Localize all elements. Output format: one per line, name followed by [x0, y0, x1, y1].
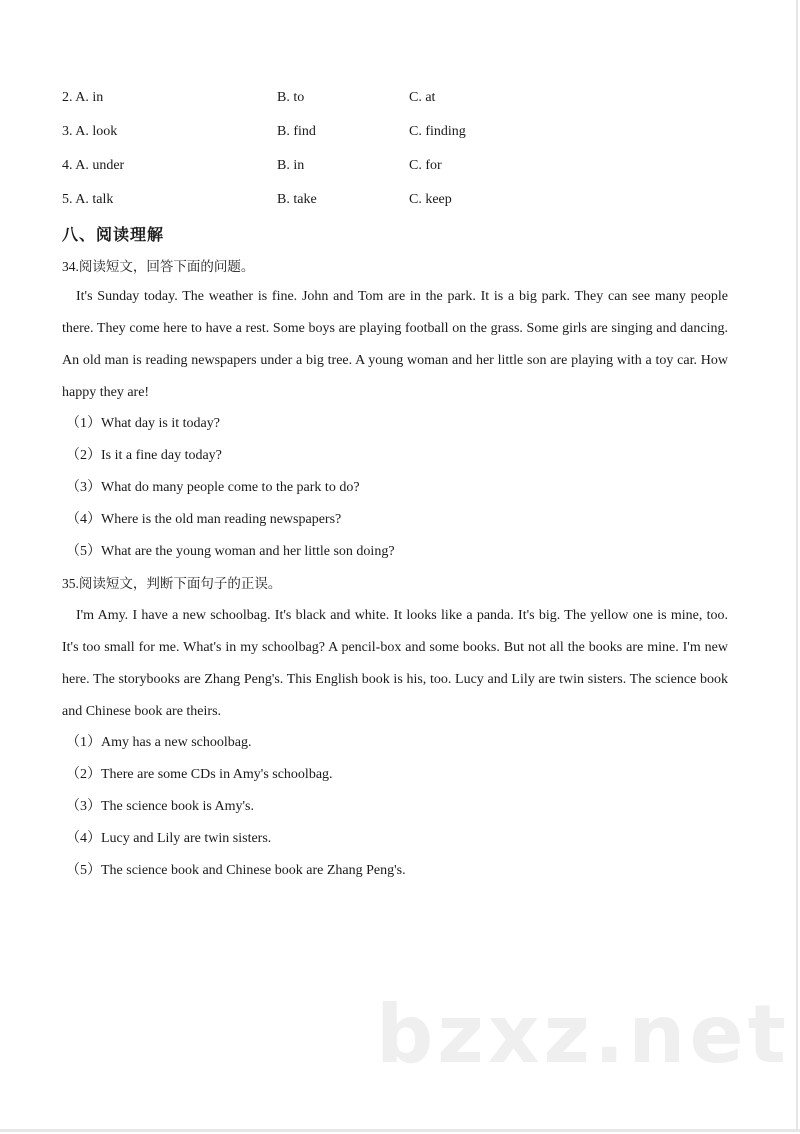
option-a: 3. A. look: [62, 124, 118, 139]
option-a: 2. A. in: [62, 90, 104, 105]
option-a: 5. A. talk: [62, 192, 114, 207]
section-heading: 八、阅读理解: [62, 225, 165, 244]
option-c: C. finding: [409, 124, 466, 139]
option-b: B. to: [277, 90, 305, 105]
question-34-item: （2）Is it a fine day today?: [66, 448, 222, 463]
question-34-title: 34.阅读短文，回答下面的问题。: [62, 259, 255, 274]
question-35-item: （1）Amy has a new schoolbag.: [66, 735, 252, 750]
question-35-item: （2）There are some CDs in Amy's schoolbag.: [66, 767, 333, 782]
question-34-item: （3）What do many people come to the park to do?: [66, 480, 360, 495]
page-edge: [0, 1129, 800, 1132]
option-c: C. keep: [409, 192, 452, 207]
question-34-item: （1）What day is it today?: [66, 416, 220, 431]
question-34-passage: It's Sunday today. The weather is fine. John and Tom are in the park. It is a big park. They can see many people there. They come here to have a rest. Some boys are playing football on the grass. Some girls are singing and dancing. An old man is reading newspapers under a big tree. A young woman and her little son are playing with a toy car. How happy they are!: [62, 289, 728, 400]
watermark: bzxz.net: [376, 988, 790, 1081]
question-34-item: （4）Where is the old man reading newspapers?: [66, 512, 342, 527]
question-34-item: （5）What are the young woman and her little son doing?: [66, 544, 395, 559]
question-35-passage: I'm Amy. I have a new schoolbag. It's black and white. It looks like a panda. It's big. The yellow one is mine, too. It's too small for me. What's in my schoolbag? A pencil-box and some books. But not all the books are mine. I'm new here. The storybooks are Zhang Peng's. This English book is his, too. Lucy and Lily are twin sisters. The science book and Chinese book are theirs.: [62, 608, 728, 719]
question-35-item: （5）The science book and Chinese book are Zhang Peng's.: [66, 863, 406, 878]
question-35-item: （4）Lucy and Lily are twin sisters.: [66, 831, 272, 846]
option-b: B. take: [277, 192, 317, 207]
question-35-title: 35.阅读短文，判断下面句子的正误。: [62, 576, 282, 591]
option-b: B. in: [277, 158, 305, 173]
option-c: C. at: [409, 90, 436, 105]
option-a: 4. A. under: [62, 158, 125, 173]
page-edge: [796, 0, 798, 1130]
question-35-item: （3）The science book is Amy's.: [66, 799, 254, 814]
option-c: C. for: [409, 158, 442, 173]
option-b: B. find: [277, 124, 316, 139]
